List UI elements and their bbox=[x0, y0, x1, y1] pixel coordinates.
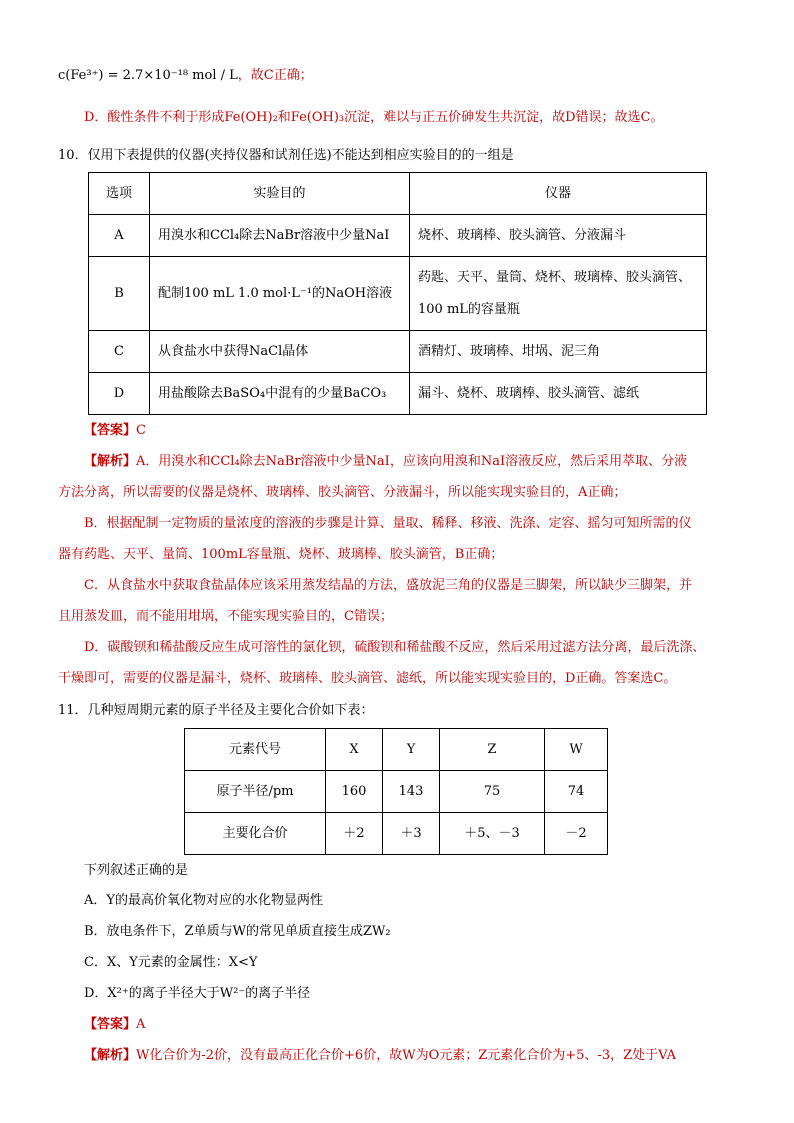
row-goal: 用溴水和CCl₄除去NaBr溶液中少量NaI bbox=[150, 215, 410, 257]
radius-x: 160 bbox=[326, 771, 383, 813]
q11-option-a: A．Y的最高价氧化物对应的水化物显两性 bbox=[84, 893, 323, 908]
radius-label: 原子半径/pm bbox=[185, 771, 326, 813]
analysis-tag: 【解析】 bbox=[84, 454, 137, 469]
valence-label: 主要化合价 bbox=[185, 813, 326, 855]
table-row bbox=[185, 729, 608, 771]
header-goal: 实验目的 bbox=[150, 173, 410, 215]
q11-option-d: D．X²⁺的离子半径大于W²⁻的离子半径 bbox=[84, 986, 311, 1001]
analysis-tag: 【解析】 bbox=[84, 1048, 137, 1063]
question-10-table bbox=[88, 172, 707, 415]
q11-answer bbox=[84, 1015, 742, 1035]
answer-tag: 【答案】 bbox=[84, 423, 137, 438]
valence-w: －2 bbox=[545, 813, 608, 855]
answer-value: C bbox=[136, 423, 146, 438]
q11-question: 下列叙述正确的是 bbox=[84, 863, 189, 878]
header-x: X bbox=[326, 729, 383, 771]
q10-analysis-line: 方法分离，所以需要的仪器是烧杯、玻璃棒、胶头滴管、分液漏斗，所以能实现实验目的，A正确； bbox=[58, 485, 627, 500]
row-goal: 用盐酸除去BaSO₄中混有的少量BaCO₃ bbox=[150, 373, 410, 415]
row-option: A bbox=[89, 215, 150, 257]
valence-y: ＋3 bbox=[383, 813, 440, 855]
option-d-explanation: D．酸性条件不利于形成Fe(OH)₂和Fe(OH)₃沉淀，难以与正五价砷发生共沉淀，故D错误；故选C。 bbox=[84, 110, 664, 125]
row-option: D bbox=[89, 373, 150, 415]
table-row bbox=[89, 257, 707, 331]
fe-formula: c(Fe³⁺) = 2.7×10⁻¹⁸ mol / L bbox=[58, 68, 238, 83]
row-goal: 从食盐水中获得NaCl晶体 bbox=[150, 331, 410, 373]
table-row bbox=[89, 331, 707, 373]
radius-z: 75 bbox=[440, 771, 545, 813]
analysis-text: W化合价为-2价，没有最高正化合价+6价，故W为O元素；Z元素化合价为+5、-3，Z处于VA bbox=[136, 1048, 677, 1063]
q10-analysis-line: C．从食盐水中获取食盐晶体应该采用蒸发结晶的方法，盛放泥三角的仪器是三脚架，所以缺少三脚架，并 bbox=[84, 578, 692, 593]
c-correct-text: ，故C正确； bbox=[237, 68, 313, 83]
header-element-code: 元素代号 bbox=[185, 729, 326, 771]
question-11-stem: 11．几种短周期元素的原子半径及主要化合价如下表： bbox=[58, 703, 374, 718]
q10-analysis-line: B．根据配制一定物质的量浓度的溶液的步骤是计算、量取、稀释、移液、洗涤、定容、摇匀可知所需的仪 bbox=[84, 516, 692, 531]
row-instruments bbox=[410, 257, 707, 331]
valence-z: ＋5、－3 bbox=[440, 813, 545, 855]
row-instruments: 酒精灯、玻璃棒、坩埚、泥三角 bbox=[410, 331, 707, 373]
fe-concentration-line bbox=[58, 66, 742, 86]
row-option: C bbox=[89, 331, 150, 373]
analysis-text: A．用溴水和CCl₄除去NaBr溶液中少量NaI，应该向用溴和NaI溶液反应，然后采用萃取、分液 bbox=[136, 454, 688, 469]
q10-analysis-line: 器有药匙、天平、量筒、100mL容量瓶、烧杯、玻璃棒、胶头滴管，B正确； bbox=[58, 547, 504, 562]
row-instruments-line2: 100 mL的容量瓶 bbox=[418, 301, 520, 317]
question-11-table bbox=[184, 728, 608, 855]
valence-x: ＋2 bbox=[326, 813, 383, 855]
q10-analysis-line: 且用蒸发皿，而不能用坩埚，不能实现实验目的，C错误； bbox=[58, 609, 393, 624]
table-row bbox=[185, 813, 608, 855]
header-w: W bbox=[545, 729, 608, 771]
q10-analysis-line: 干燥即可，需要的仪器是漏斗，烧杯、玻璃棒、胶头滴管、滤纸，所以能实现实验目的，D正确。答案选C。 bbox=[58, 671, 677, 686]
question-10-stem: 10．仅用下表提供的仪器(夹持仪器和试剂任选)不能达到相应实验目的的一组是 bbox=[58, 148, 514, 163]
header-instruments: 仪器 bbox=[410, 173, 707, 215]
row-instruments: 漏斗、烧杯、玻璃棒、胶头滴管、滤纸 bbox=[410, 373, 707, 415]
radius-y: 143 bbox=[383, 771, 440, 813]
q10-analysis-line: D．碳酸钡和稀盐酸反应生成可溶性的氯化钡，硫酸钡和稀盐酸不反应，然后采用过滤方法分离，最后洗涤、 bbox=[84, 640, 706, 655]
q11-analysis-line bbox=[84, 1046, 742, 1066]
row-goal: 配制100 mL 1.0 mol·L⁻¹的NaOH溶液 bbox=[150, 257, 410, 331]
header-option: 选项 bbox=[89, 173, 150, 215]
row-option: B bbox=[89, 257, 150, 331]
q11-option-c: C．X、Y元素的金属性：X<Y bbox=[84, 955, 258, 970]
q10-analysis-line bbox=[84, 452, 742, 472]
table-row bbox=[89, 373, 707, 415]
q11-option-b: B．放电条件下，Z单质与W的常见单质直接生成ZW₂ bbox=[84, 924, 391, 939]
row-instruments: 烧杯、玻璃棒、胶头滴管、分液漏斗 bbox=[410, 215, 707, 257]
answer-value: A bbox=[136, 1017, 146, 1032]
header-y: Y bbox=[383, 729, 440, 771]
header-z: Z bbox=[440, 729, 545, 771]
answer-tag: 【答案】 bbox=[84, 1017, 137, 1032]
row-instruments-line1: 药匙、天平、量筒、烧杯、玻璃棒、胶头滴管、 bbox=[418, 269, 692, 285]
table-row bbox=[185, 771, 608, 813]
table-row bbox=[89, 215, 707, 257]
q10-answer bbox=[84, 421, 742, 441]
radius-w: 74 bbox=[545, 771, 608, 813]
